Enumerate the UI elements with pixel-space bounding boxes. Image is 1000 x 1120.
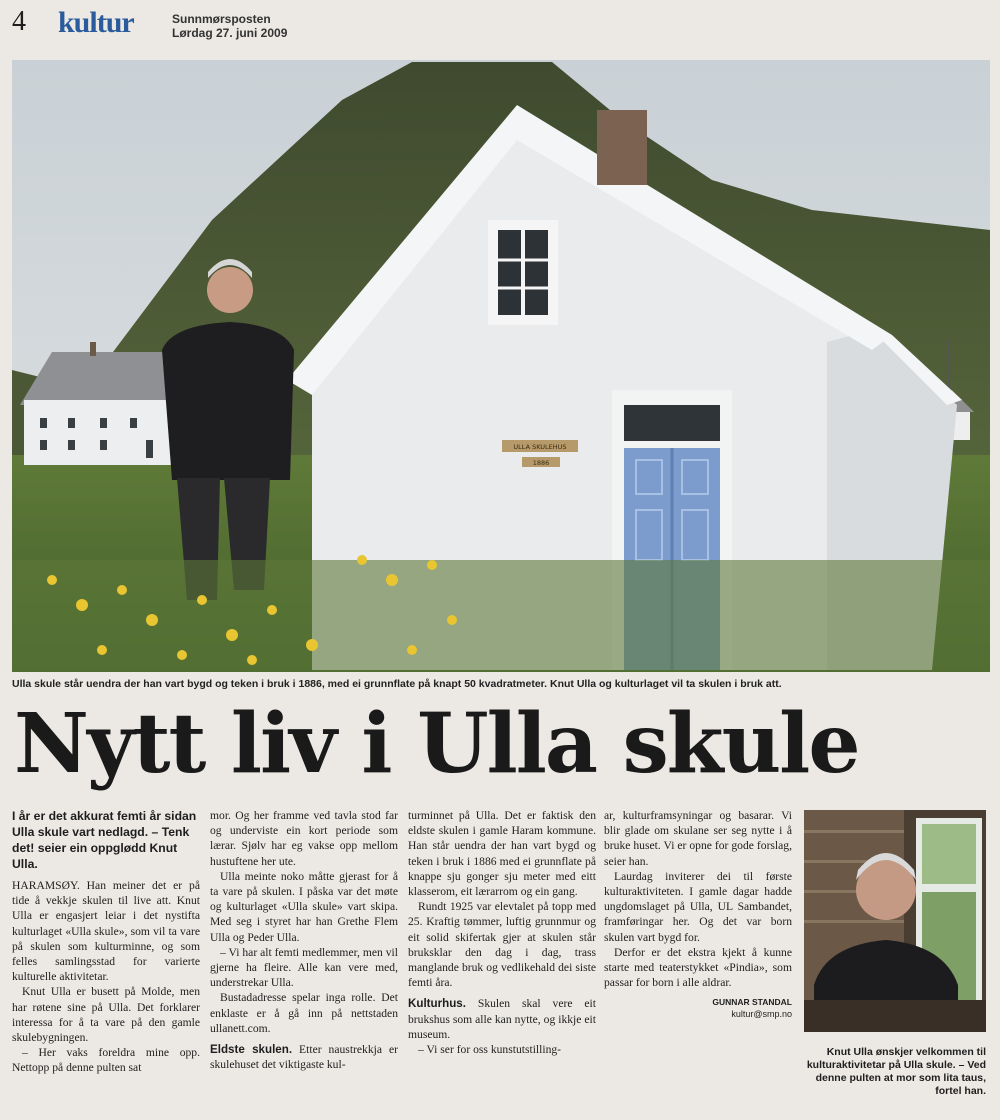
portrait-photo (804, 810, 986, 1032)
page-number: 4 (12, 6, 26, 37)
school-sign-text: ULLA SKULEHUS (513, 443, 567, 451)
byline (604, 996, 792, 1020)
paragraph (408, 996, 596, 1042)
article-column-3 (408, 808, 596, 1057)
paragraph-text: Skulen skal vere eit brukshus som alle kan nytte, og ikkje eit museum. (408, 997, 596, 1041)
portrait-caption: Knut Ulla ønskjer velkommen til kulturaktivitetar på Ulla skule. – Ved denne pulten at mor som lita taus, fortel han. (806, 1046, 986, 1097)
headline: Nytt liv i Ulla skule (14, 696, 859, 792)
paragraph: ar, kulturframsyningar og basarar. Vi blir glade om skulane ser seg nytte i å bruke huset. Vi er opne for gode forslag, seier han. (604, 809, 792, 868)
article-lead: I år er det akkurat femti år sidan Ulla skule vart nedlagd. – Tenk det! seier ein oppglødd Knut Ulla. (12, 809, 197, 871)
paragraph: Derfor er det ekstra kjekt å kunne starte med teaterstykket «Pindia», som passar for born i alle aldrar. (604, 945, 792, 990)
paragraph: Bustadadresse spelar inga rolle. Det enklaste er å gå inn på nettstaden ullanett.com. (210, 991, 398, 1035)
article-column-2 (210, 808, 398, 1072)
paragraph: Laurdag inviterer dei til første kulturaktiviteten. I gamle dagar hadde ungdomslaget på Ulla, UL Sambandet, framføringar her. Og det var born skulen vart bygd for. (604, 869, 792, 944)
byline-email: kultur@smp.no (731, 1009, 792, 1020)
byline-name: GUNNAR STANDAL (712, 997, 792, 1008)
subhead-kulturhus: Kulturhus. (408, 997, 466, 1011)
masthead (172, 12, 287, 40)
wildflowers (12, 555, 990, 672)
paragraph-text: Etter naustrekkja er skulehuset det viktigaste kul- (210, 1043, 398, 1072)
paragraph (210, 1042, 398, 1072)
issue-date: Lørdag 27. juni 2009 (172, 26, 288, 40)
paragraph: Ulla meinte noko måtte gjerast for å ta vare på skulen. I påska var det møte og kulturlaget «Ulla skule» vart skipa. Med seg i styret har han Grethe Flem Ulla og Peder Ulla. (210, 869, 398, 944)
article-column-4 (604, 808, 792, 1020)
paragraph: HARAMSØY. Han meiner det er på tide å vekkje skulen til live att. Knut Ulla er engasjert leiar i det nystifta kulturlaget «Ulla skule», som vil ta vare på skulen som kulturminne, og som felles samlingsstad for varierte kulturelle aktivitetar. (12, 879, 200, 984)
schoolhouse-photo (12, 60, 990, 672)
paragraph: Rundt 1925 var elevtalet på topp med 25. Kraftig tømmer, luftig grunnmur og eit solid skifertak gjer at skulen står bruksklar den dag i dag, trass manglande bruk og vedlikehald dei siste femti åra. (408, 900, 596, 990)
school-sign-year: 1886 (532, 459, 550, 467)
paragraph: – Vi har alt femti medlemmer, men vil gjerne ha fleire. Alle kan vere med, understrekar Ulla. (210, 945, 398, 990)
paper-name: Sunnmørsposten (172, 12, 271, 26)
section-title: kultur (58, 6, 134, 39)
photo-caption: Ulla skule står uendra der han vart bygd og teken i bruk i 1886, med ei grunnflate på knapt 50 kvadratmeter. Knut Ulla og kulturlaget vil ta skulen i bruk att. (12, 678, 782, 690)
article-column-1 (12, 808, 200, 1076)
paragraph: – Her vaks foreldra mine opp. Nettopp på denne pulten sat (12, 1046, 200, 1075)
paragraph: turminnet på Ulla. Det er faktisk den eldste skulen i gamle Haram kommune. Han står uendra der han vart bygd og teken i bruk i 1886 med ei grunnflate på knappe sju gonger sju meter med eitt klasserom, eit lærarrom og ein gang. (408, 809, 596, 899)
paragraph: mor. Og her framme ved tavla stod far og underviste ein kort periode som lærar. Sjølv har eg vakse opp mellom hustuftene her ute. (210, 809, 398, 868)
subhead-eldste: Eldste skulen. (210, 1043, 293, 1057)
paragraph: Knut Ulla er busett på Molde, men har røtene sine på Ulla. Det forklarer interessa for å ta vare på den gamle skulebygningen. (12, 985, 200, 1045)
paragraph: – Vi ser for oss kunstutstilling- (418, 1043, 562, 1057)
